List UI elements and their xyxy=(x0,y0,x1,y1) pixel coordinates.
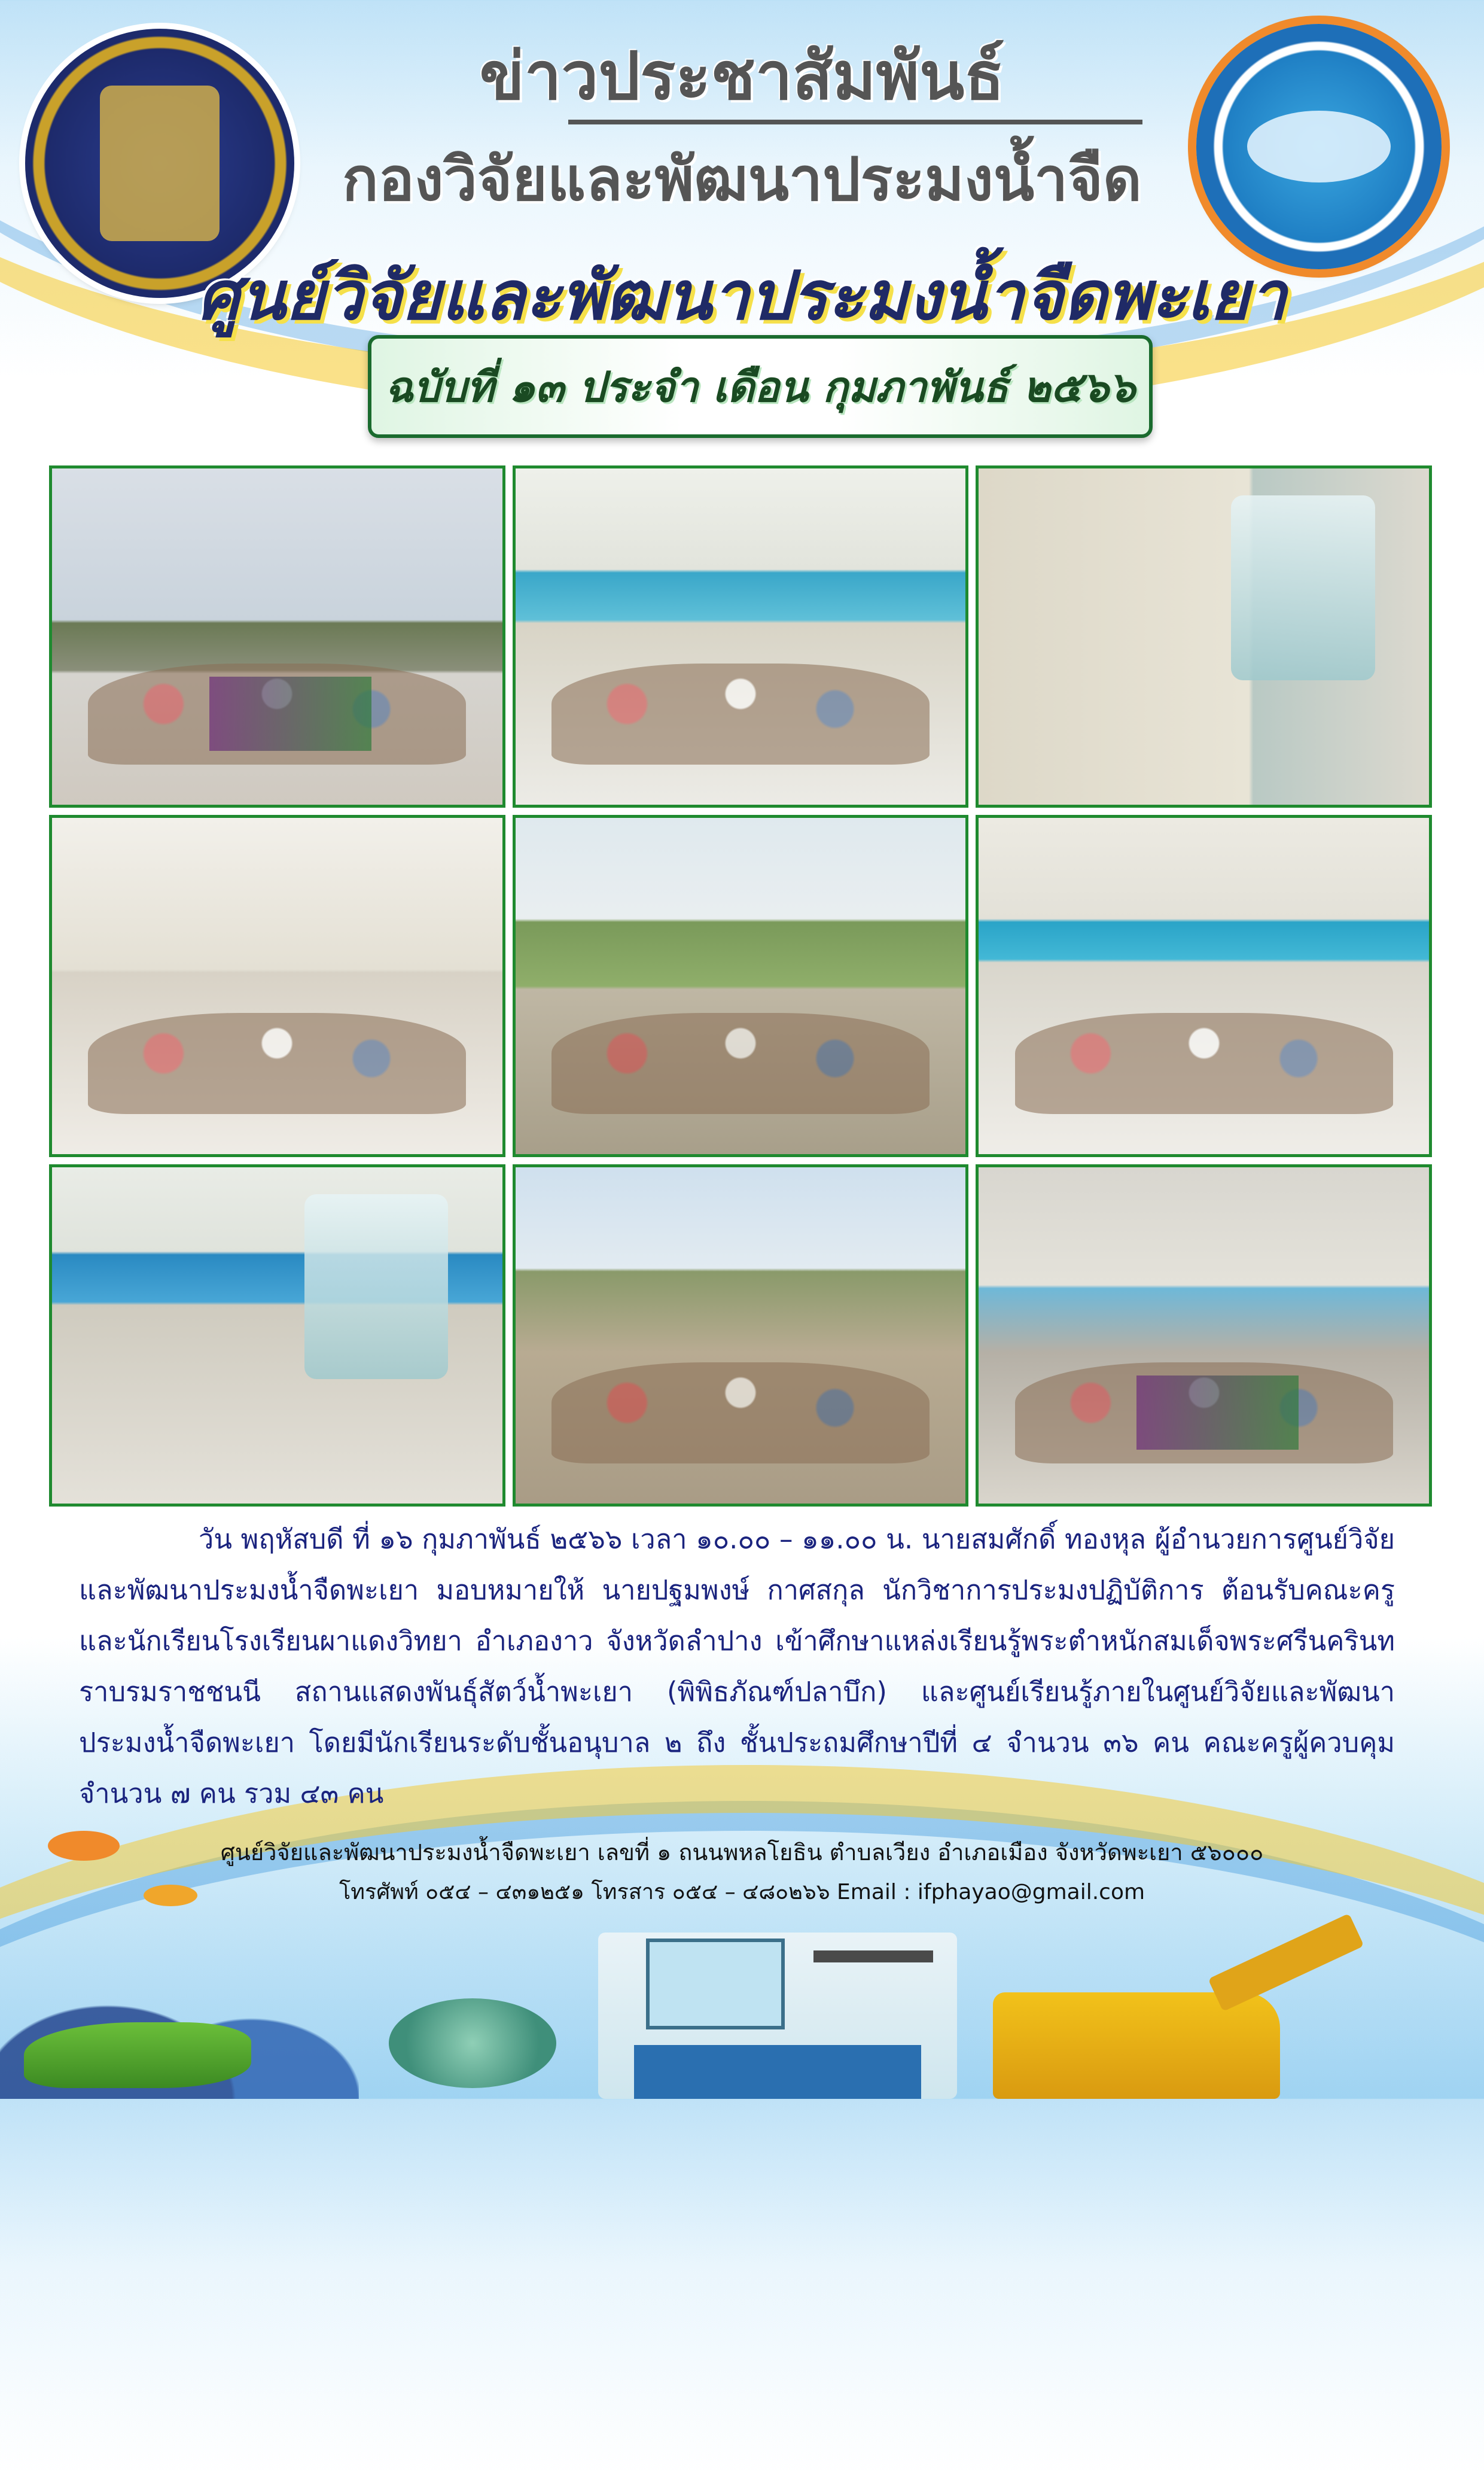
crocodile-illustration xyxy=(24,2022,251,2088)
museum-corridor-photo xyxy=(49,815,505,1157)
title-underline xyxy=(568,120,1142,124)
round-aquarium-photo xyxy=(49,1164,505,1507)
students-group xyxy=(551,1013,930,1114)
fish-tank xyxy=(1231,495,1375,680)
turtle-illustration xyxy=(389,1998,556,2088)
footer-contact: โทรศัพท์ ๐๕๔ – ๔๓๑๒๕๑ โทรสาร ๐๕๔ – ๔๘๐๒๖๖ Email : ifphayao@gmail.com xyxy=(339,1880,1145,1904)
division-title: กองวิจัยและพัฒนาประมงน้ำจืด xyxy=(342,144,1142,214)
students-group xyxy=(551,664,930,765)
footer-address: ศูนย์วิจัยและพัฒนาประมงน้ำจืดพะเยา เลขที่ ๑ ถนนพหลโยธิน ตำบลเวียง อำเภอเมือง จังหวัดพะเยา ๕๖๐๐๐ xyxy=(220,1839,1264,1866)
hatchery-tour-photo xyxy=(513,1164,969,1507)
round-aquarium xyxy=(304,1194,449,1379)
news-paragraph xyxy=(79,1514,1395,1819)
group-at-statue-photo xyxy=(49,465,505,808)
news-body xyxy=(79,1514,1395,1819)
orange-fish-icon xyxy=(48,1831,120,1861)
students-group xyxy=(551,1362,930,1463)
news-title: ข่าวประชาสัมพันธ์ xyxy=(479,38,1005,114)
aquarium-gallery-photo xyxy=(976,815,1432,1157)
lab-shelf-icon xyxy=(813,1950,933,1962)
chalkboard-icon xyxy=(646,1939,785,2029)
orange-fish-icon xyxy=(144,1885,197,1906)
fish-tank-exhibit-photo xyxy=(976,465,1432,808)
event-banner xyxy=(209,677,371,751)
issue-label: ฉบับที่ ๑๓ ประจำ เดือน กุมภาพันธ์ ๒๕๖๖ xyxy=(385,362,1136,412)
group-on-stairs-photo xyxy=(976,1164,1432,1507)
news-paragraph-text: วัน พฤหัสบดี ที่ ๑๖ กุมภาพันธ์ ๒๕๖๖ เวลา ๑๐.๐๐ – ๑๑.๐๐ น. นายสมศักดิ์ ทองหุล ผู้อำนวยการศูนย์วิจัยและพัฒนาประมงน้ำจืดพะเยา มอบหมายให้ นายปฐมพงษ์ กาศสกุล นักวิชาการประมงปฏิบัติการ ต้อนรับคณะครูและนักเรียนโรงเรียนผาแดงวิทยา อำเภองาว จังหวัดลำปาง เข้าศึกษาแหล่งเรียนรู้พระตำหนักสมเด็จพระศรีนครินทราบรมราชชนนี สถานแสดงพันธุ์สัตว์น้ำพะเยา (พิพิธภัณฑ์ปลาบึก) และศูนย์เรียนรู้ภายในศูนย์วิจัยและพัฒนาประมงน้ำจืดพะเยา โดยมีนักเรียนระดับชั้นอนุบาล ๒ ถึง ชั้นประถมศึกษาปีที่ ๔ จำนวน ๓๖ คน คณะครูผู้ควบคุม จำนวน ๗ คน รวม ๔๓ คน xyxy=(79,1523,1395,1809)
laboratory-illustration xyxy=(598,1933,957,2099)
students-group xyxy=(88,1013,466,1114)
pond-walkway-photo xyxy=(513,815,969,1157)
students-group xyxy=(1015,1013,1393,1114)
issue-banner xyxy=(368,335,1153,438)
center-title: ศูนย์วิจัยและพัฒนาประมงน้ำจืดพะเยา xyxy=(197,257,1287,335)
event-banner xyxy=(1136,1376,1299,1450)
lab-table-icon xyxy=(634,2045,921,2099)
photo-grid xyxy=(49,465,1432,1507)
dump-truck-illustration xyxy=(993,1992,1280,2099)
aquarium-hall-visit-photo xyxy=(513,465,969,808)
footer-yellow-swoosh xyxy=(0,1765,1484,2471)
